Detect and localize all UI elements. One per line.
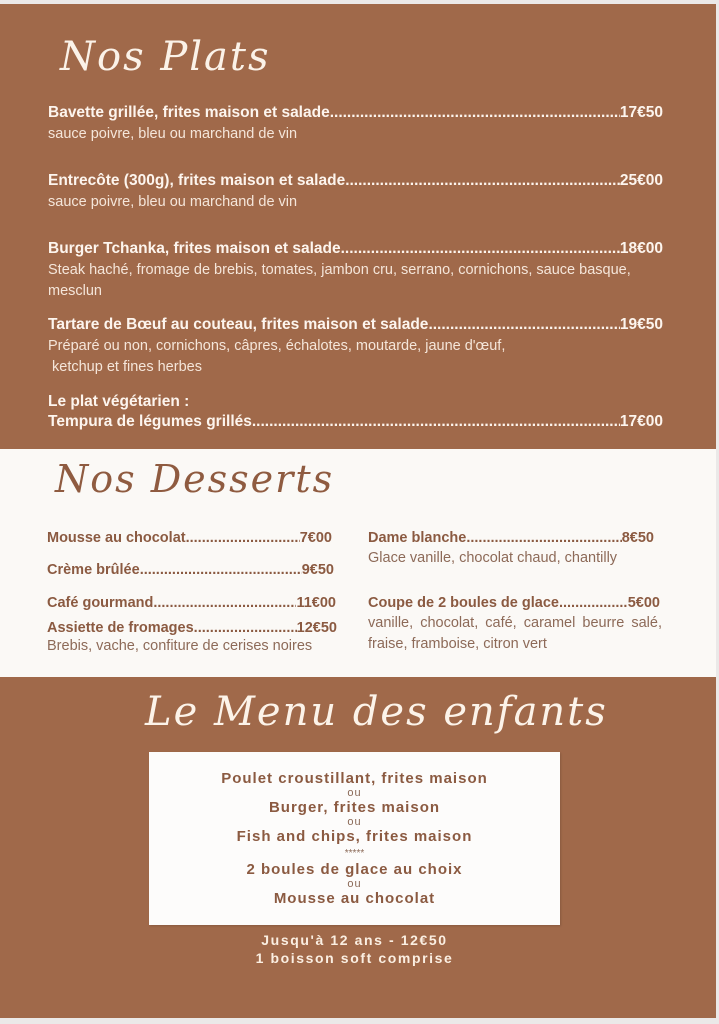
kids-main-option: Poulet croustillant, frites maison <box>221 770 488 787</box>
plats-title: Nos Plats <box>60 34 271 80</box>
dessert-name: Crème brûlée <box>47 562 140 578</box>
desserts-right-column <box>368 449 663 677</box>
dish-price: 25€00 <box>619 172 663 189</box>
plats-section <box>0 4 716 449</box>
dot-leader <box>341 240 620 258</box>
or-separator: ou <box>347 816 362 828</box>
dish-price: 17€50 <box>619 104 663 121</box>
dish-description: sauce poivre, bleu ou marchand de vin <box>48 194 298 210</box>
dessert-name: Mousse au chocolat <box>47 530 186 546</box>
dish-name: Burger Tchanka, frites maison et salade <box>48 240 341 257</box>
desserts-section <box>0 449 716 677</box>
or-separator: ou <box>347 787 362 799</box>
kids-price-line: Jusqu'à 12 ans - 12€50 <box>261 932 448 948</box>
dessert-description: Brebis, vache, confiture de cerises noires <box>47 638 313 654</box>
kids-dessert-option: Mousse au chocolat <box>273 890 436 907</box>
dot-leader <box>140 562 302 578</box>
dessert-item <box>47 595 336 611</box>
dot-leader <box>252 413 620 431</box>
dish-description: sauce poivre, bleu ou marchand de vin <box>48 126 298 142</box>
dot-leader <box>345 172 620 190</box>
kids-main-option: Fish and chips, frites maison <box>236 828 473 845</box>
kids-menu-title: Le Menu des enfants <box>145 689 608 735</box>
dish-name: Bavette grillée, frites maison et salade <box>48 104 330 121</box>
dish-price: 19€50 <box>619 316 663 333</box>
dessert-price: 9€50 <box>301 562 334 578</box>
desserts-left-column <box>47 449 337 677</box>
dish-item <box>48 316 663 378</box>
kids-menu-footer <box>149 931 560 967</box>
dessert-price: 11€00 <box>296 595 336 611</box>
dessert-item <box>47 562 334 578</box>
dessert-item <box>368 595 660 655</box>
dot-leader <box>186 530 300 546</box>
dessert-name: Dame blanche <box>368 530 467 546</box>
dot-leader <box>153 595 296 611</box>
kids-dessert-option: 2 boules de glace au choix <box>246 861 463 878</box>
dessert-price: 7€00 <box>299 530 332 546</box>
kids-drink-line: 1 boisson soft comprise <box>255 950 454 966</box>
dish-name: Tempura de légumes grillés <box>48 413 252 430</box>
dot-leader <box>428 316 619 334</box>
dessert-description: vanille, chocolat, café, caramel beurre salé, fraise, framboise, citron vert <box>368 615 662 652</box>
vegetarian-label: Le plat végétarien : <box>48 393 190 410</box>
dish-description: Préparé ou non, cornichons, câpres, échalotes, moutarde, jaune d'œuf, ketchup et fines herbes <box>48 338 506 375</box>
dot-leader <box>466 530 621 546</box>
dot-leader <box>559 595 628 611</box>
dish-item <box>48 104 663 145</box>
dot-leader <box>330 104 620 122</box>
stars-divider: ***** <box>344 848 365 859</box>
dessert-price: 12€50 <box>296 620 337 636</box>
kids-main-option: Burger, frites maison <box>268 799 441 816</box>
vegetarian-dish <box>48 393 663 431</box>
or-separator: ou <box>347 878 362 890</box>
dish-price: 18€00 <box>619 240 663 257</box>
dessert-item <box>368 530 654 569</box>
dessert-price: 5€00 <box>627 595 660 611</box>
dessert-description: Glace vanille, chocolat chaud, chantilly <box>368 550 618 566</box>
menu-page <box>0 4 716 1018</box>
dot-leader <box>194 620 297 636</box>
dessert-name: Café gourmand <box>47 595 154 611</box>
dessert-price: 8€50 <box>621 530 654 546</box>
dish-name: Entrecôte (300g), frites maison et salade <box>48 172 346 189</box>
kids-menu-box <box>149 752 560 925</box>
desserts-title: Nos Desserts <box>55 457 335 501</box>
dish-item <box>48 240 663 302</box>
dish-name: Tartare de Bœuf au couteau, frites maison et salade <box>48 316 429 333</box>
dessert-item <box>47 620 337 657</box>
dish-price: 17€00 <box>619 413 663 430</box>
dish-item <box>48 172 663 213</box>
dish-description: Steak haché, fromage de brebis, tomates, jambon cru, serrano, cornichons, sauce basque, mesclun <box>48 262 631 299</box>
kids-menu-section <box>0 677 716 1018</box>
dessert-name: Coupe de 2 boules de glace <box>368 595 559 611</box>
dessert-item <box>47 530 332 546</box>
dessert-name: Assiette de fromages <box>47 620 194 636</box>
